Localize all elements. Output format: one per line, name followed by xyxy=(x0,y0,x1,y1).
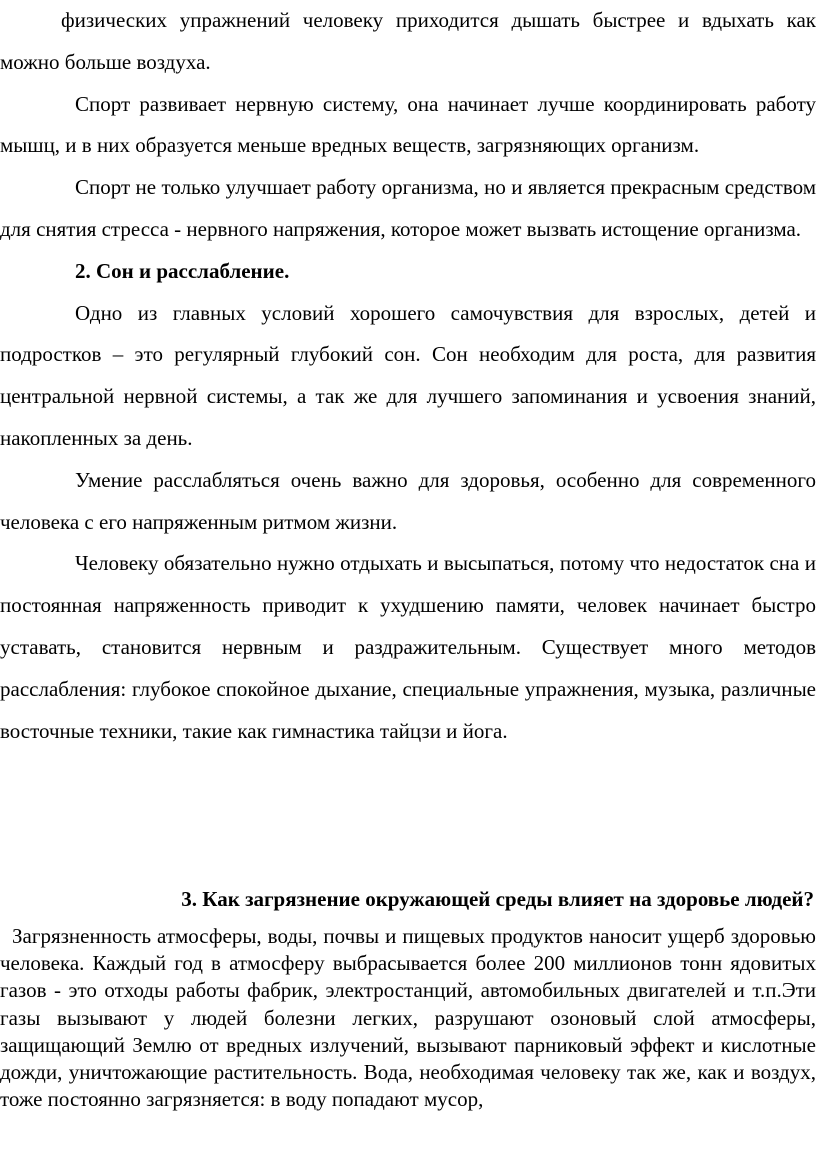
paragraph-rest: Человеку обязательно нужно отдыхать и высыпаться, потому что недостаток сна и постоянная напряженность приводит к ухудшению памяти, человек начинает быстро уставать, становится нервным и раздражительным. Существует много методов расслабления: глубокое спокойное дыхание, специальные упражнения, музыка, различные восточные техники, такие как гимнастика тайцзи и йога. xyxy=(0,551,816,743)
heading-sleep-relaxation: 2. Сон и расслабление. xyxy=(75,258,290,283)
heading-pollution: 3. Как загрязнение окружающей среды влияет на здоровье людей? xyxy=(181,887,814,911)
section-pollution xyxy=(0,923,816,1113)
paragraph-sport-nervous-system: Спорт развивает нервную систему, она начинает лучше координировать работу мышц, и в них образуется меньше вредных веществ, загрязняющих организм. xyxy=(0,91,816,158)
paragraph-breathing: физических упражнений человеку приходится дышать быстрее и вдыхать как можно больше воздуха. xyxy=(0,8,816,74)
paragraph-pollution: Загрязненность атмосферы, воды, почвы и пищевых продуктов наносит ущерб здоровью человека. Каждый год в атмосферу выбрасывается более 200 миллионов тонн ядовитых газов - это отходы работы фабрик, электростанций, автомобильных двигателей и т.п.Эти газы вызывают у людей болезни легких, разрушают озоновый слой атмосферы, защищающий Землю от вредных излучений, вызывают парниковый эффект и кислотные дожди, уничтожающие растительность. Вода, необходимая человеку так же, как и воздух, тоже постоянно загрязняется: в воду попадают мусор, xyxy=(0,924,816,1112)
paragraph-relaxation: Умение расслабляться очень важно для здоровья, особенно для современного человека с его напряженным ритмом жизни. xyxy=(0,467,816,534)
paragraph-sleep: Одно из главных условий хорошего самочувствия для взрослых, детей и подростков – это регулярный глубокий сон. Сон необходим для роста, для развития центральной нервной системы, а так же для лучшего запоминания и усвоения знаний, накопленных за день. xyxy=(0,300,816,450)
paragraph-sport-stress: Спорт не только улучшает работу организма, но и является прекрасным средством для снятия стресса - нервного напряжения, которое может вызвать истощение организма. xyxy=(0,175,816,241)
